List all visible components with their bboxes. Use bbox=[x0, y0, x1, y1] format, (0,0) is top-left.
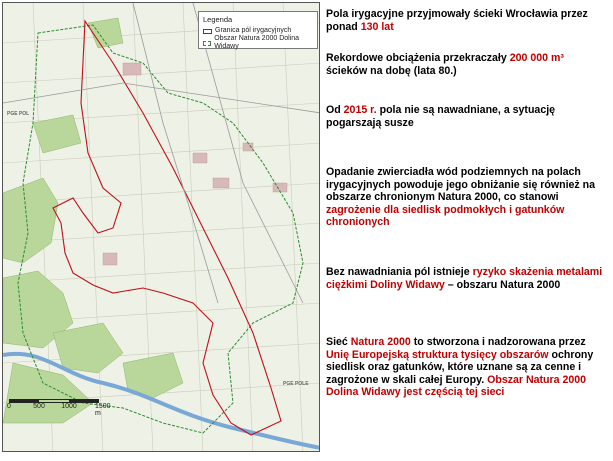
map-canvas bbox=[3, 3, 320, 452]
map-place-label: PGE POLE bbox=[283, 381, 309, 387]
scale-bar bbox=[7, 399, 119, 417]
legend-item-natura bbox=[203, 35, 313, 51]
paragraph-irrigation-stop bbox=[326, 104, 608, 129]
highlighted-text: Unię Europejską struktura tysięcy obszarów bbox=[326, 348, 549, 361]
highlighted-text: Obszar Natura 2000 Dolina Widawy jest częścią tej sieci bbox=[326, 373, 587, 398]
paragraph-load bbox=[326, 52, 608, 77]
body-text: to stworzona i nadzorowana przez bbox=[410, 336, 586, 348]
legend-label: Obszar Natura 2000 Dolina Widawy bbox=[214, 35, 300, 50]
body-text: ścieków na dobę (lata 80.) bbox=[326, 64, 457, 77]
scale-ticks bbox=[7, 403, 119, 417]
body-text: Bez nawadniania pól istnieje bbox=[326, 266, 473, 278]
map-legend bbox=[198, 11, 318, 49]
body-text: Pola irygacyjne przyjmowały ścieki Wrocławia przez ponad bbox=[326, 8, 588, 33]
body-text: ochrony siedlisk oraz gatunków, które uznane są za cenne i zagrożone w skali całej Europy. bbox=[326, 348, 594, 386]
body-text: Opadanie zwierciadła wód podziemnych na polach irygacyjnych powoduje jego obniżanie się również na obszarze chronionym Natura 2000, co stanowi bbox=[326, 166, 596, 203]
body-text: Rekordowe obciążenia przekraczały bbox=[326, 52, 510, 64]
scale-tick-label: 1500 m bbox=[95, 403, 111, 417]
scale-tick-label: 1000 bbox=[61, 403, 77, 410]
highlighted-text: zagrożenie dla siedlisk podmokłych i gatunków chronionych bbox=[326, 203, 565, 228]
body-text: Sieć bbox=[326, 336, 351, 348]
map-panel bbox=[2, 2, 320, 452]
paragraph-contamination bbox=[326, 266, 608, 291]
highlighted-text: 200 000 m³ bbox=[509, 52, 564, 64]
scale-tick-label: 500 bbox=[33, 403, 45, 410]
body-text: Od bbox=[326, 104, 344, 116]
legend-title: Legenda bbox=[203, 15, 233, 24]
highlighted-text: ryzyko skażenia metalami ciężkimi Doliny Widawy bbox=[326, 266, 603, 291]
map-place-label: PGE POL bbox=[7, 111, 30, 117]
highlighted-text: 2015 r. bbox=[343, 104, 377, 116]
scale-tick-label: 0 bbox=[7, 403, 11, 410]
body-text: – obszaru Natura 2000 bbox=[444, 278, 561, 291]
paragraph-groundwater bbox=[326, 166, 608, 229]
paragraph-natura-network bbox=[326, 336, 608, 399]
highlighted-text: 130 lat bbox=[360, 20, 394, 33]
legend-label: Granica pól irygacyjnych bbox=[215, 27, 292, 34]
legend-item-irrigation bbox=[203, 27, 313, 35]
highlighted-text: Natura 2000 bbox=[350, 336, 411, 348]
body-text: pola nie są nawadniane, a sytuację pogarszają susze bbox=[326, 104, 556, 129]
red-outline-swatch bbox=[203, 29, 212, 34]
paragraph-history bbox=[326, 8, 608, 33]
green-outline-swatch bbox=[203, 41, 211, 46]
